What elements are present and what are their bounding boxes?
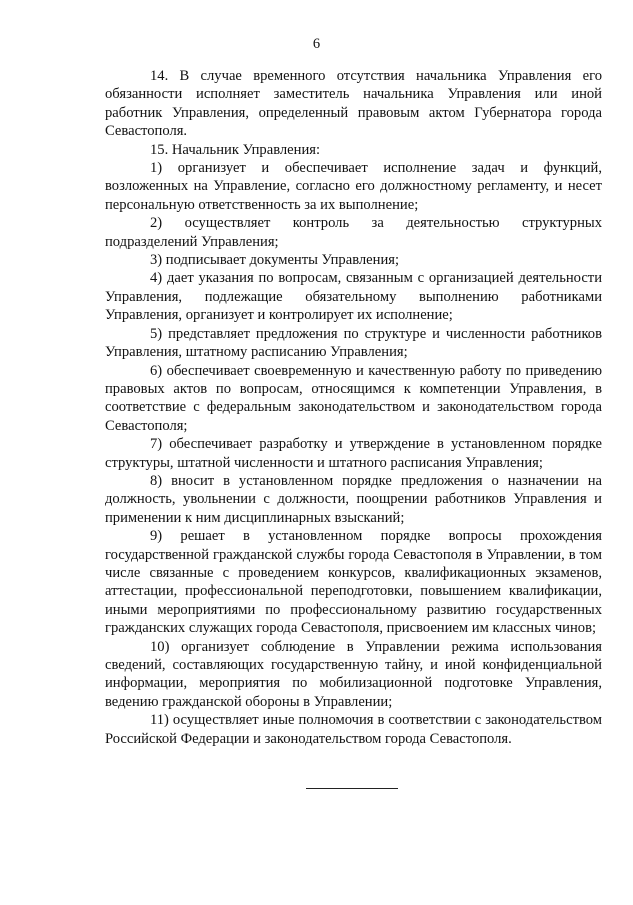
paragraph-15: 15. Начальник Управления:	[150, 141, 321, 158]
list-item-11: 11) осуществляет иные полномочия в соответствии с законодательством Российской Федерации и законодательством города Севастополя.	[105, 712, 602, 747]
list-item-2: 2) осуществляет контроль за деятельностью структурных подразделений Управления;	[105, 215, 602, 250]
end-divider-line	[306, 788, 398, 789]
list-item-6: 6) обеспечивает своевременную и качественную работу по приведению правовых актов по вопросам, относящимся к компетенции Управления, в соответствие с федеральным законодательством и законодательством города Севастополя;	[105, 362, 602, 434]
list-item-4: 4) дает указания по вопросам, связанным с организацией деятельности Управления, подлежащие обязательному выполнению работниками Управления, организует и контролирует их исполнение;	[105, 270, 602, 324]
document-body	[105, 67, 602, 748]
list-item-9: 9) решает в установленном порядке вопросы прохождения государственной гражданской службы города Севастополя в Управлении, в том числе связанные с проведением конкурсов, квалификационных экзаменов, аттестации, профессиональной переподготовки, повышением квалификации, иными мероприятиями по профессиональному развитию государственных гражданских служащих города Севастополя, присвоением им классных чинов;	[105, 528, 602, 637]
list-item-1: 1) организует и обеспечивает исполнение задач и функций, возложенных на Управление, согласно его должностному регламенту, и несет персональную ответственность за их выполнение;	[105, 160, 602, 213]
paragraph-14: 14. В случае временного отсутствия начальника Управления его обязанности исполняет заместитель начальника Управления или иной работник Управления, определенный правовым актом Губернатора города Севастополя.	[105, 68, 602, 140]
list-item-8: 8) вносит в установленном порядке предложения о назначении на должность, увольнении с должности, поощрении работников Управления и применении к ним дисциплинарных взысканий;	[105, 472, 602, 526]
list-item-10: 10) организует соблюдение в Управлении режима использования сведений, составляющих государственную тайну, и иной конфиденциальной информации, мероприятия по мобилизационной подготовке Управления, ведению гражданской обороны в Управлении;	[105, 638, 602, 710]
list-item-3: 3) подписывает документы Управления;	[150, 252, 400, 269]
list-item-5: 5) представляет предложения по структуре и численности работников Управления, штатному расписанию Управления;	[105, 325, 602, 361]
page-number: 6	[312, 36, 321, 52]
list-item-7: 7) обеспечивает разработку и утверждение в установленном порядке структуры, штатной численности и штатного расписания Управления;	[105, 436, 602, 471]
